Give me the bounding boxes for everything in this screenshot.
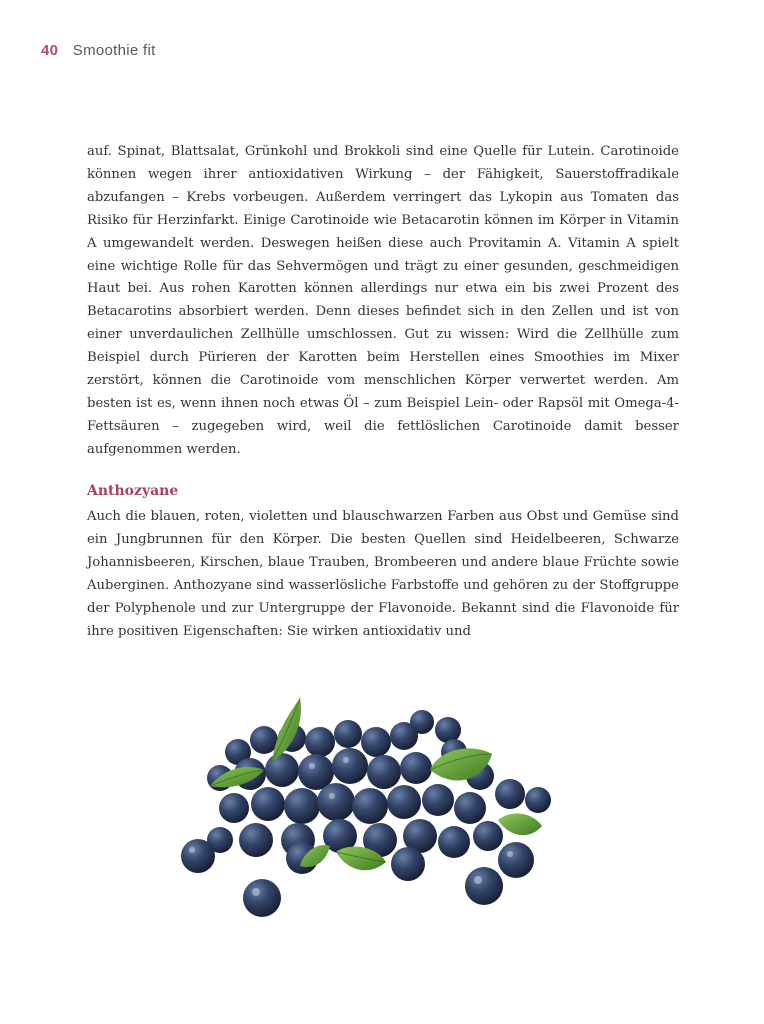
berry-cluster xyxy=(181,710,551,917)
blueberry xyxy=(334,720,362,748)
section-heading-anthozyane: Anthozyane xyxy=(87,483,179,499)
blueberry xyxy=(400,752,432,784)
blueberry xyxy=(465,867,503,905)
blueberry xyxy=(387,785,421,819)
running-title: Smoothie fit xyxy=(72,42,156,59)
blueberry xyxy=(265,753,299,787)
blueberry xyxy=(498,842,534,878)
blueberry xyxy=(525,787,551,813)
body-paragraph-carotinoide: auf. Spinat, Blattsalat, Grünkohl und Brokkoli sind eine Quelle für Lutein. Carotinoide können wegen ihrer antioxidativen Wirkung – der Fähigkeit, Sauerstoffradikale abzufangen – Krebs vorbeugen. Außerdem verringert das Lykopin aus Tomaten das Risiko für Herzinfarkt. Einige Carotinoide wie Betacarotin können im Körper in Vitamin A umgewandelt werden. Deswegen heißen diese auch Provitamin A. Vitamin A spielt eine wichtige Rolle für das Sehvermögen und trägt zu einer gesunden, geschmeidigen Haut bei. Aus rohen Karotten können allerdings nur etwa ein bis zwei Prozent des Betacarotins absorbiert werden. Denn dieses befindet sich in den Zellen und ist von einer unverdaulichen Zellhülle umschlossen. Gut zu wissen: Wird die Zellhülle zum Beispiel durch Pürieren der Karotten beim Herstellen eines Smoothies im Mixer zerstört, können die Carotinoide vom menschlichen Körper verwertet werden. Am besten ist es, wenn ihnen noch etwas Öl – zum Beispiel Lein- oder Rapsöl mit Omega-4-Fettsäuren – zugegeben wird, weil die fettlöslichen Carotinoide damit besser aufgenommen werden. xyxy=(87,144,679,457)
blueberry xyxy=(250,726,278,754)
blueberry xyxy=(367,755,401,789)
blueberry xyxy=(284,788,320,824)
blueberry xyxy=(317,783,355,821)
blueberry xyxy=(239,823,273,857)
blueberry xyxy=(243,879,281,917)
blueberry xyxy=(332,748,368,784)
leaf xyxy=(498,813,542,835)
page-number: 40 xyxy=(41,42,59,59)
blueberry xyxy=(410,710,434,734)
blueberry xyxy=(422,784,454,816)
blueberry xyxy=(391,847,425,881)
blueberry xyxy=(473,821,503,851)
blueberry xyxy=(305,727,335,757)
blueberry xyxy=(251,787,285,821)
page-header xyxy=(41,42,156,59)
blueberry xyxy=(219,793,249,823)
blueberry xyxy=(454,792,486,824)
body-paragraph-anthozyane: Auch die blauen, roten, violetten und blauschwarzen Farben aus Obst und Gemüse sind ein Jungbrunnen für den Körper. Die besten Quellen sind Heidelbeeren, Schwarze Johannisbeeren, Kirschen, blaue Trauben, Brombeeren und andere blaue Früchte sowie Auberginen. Anthozyane sind wasserlösliche Farbstoffe und gehören zu der Stoffgruppe der Polyphenole und zur Untergruppe der Flavonoide. Bekannt sind die Flavonoide für ihre positiven Eigenschaften: Sie wirken antioxidativ und xyxy=(87,509,679,639)
blueberry xyxy=(495,779,525,809)
blueberry xyxy=(438,826,470,858)
blueberry xyxy=(435,717,461,743)
blueberry xyxy=(352,788,388,824)
blueberry xyxy=(361,727,391,757)
blueberry xyxy=(181,839,215,873)
blueberries-photo xyxy=(180,690,580,930)
